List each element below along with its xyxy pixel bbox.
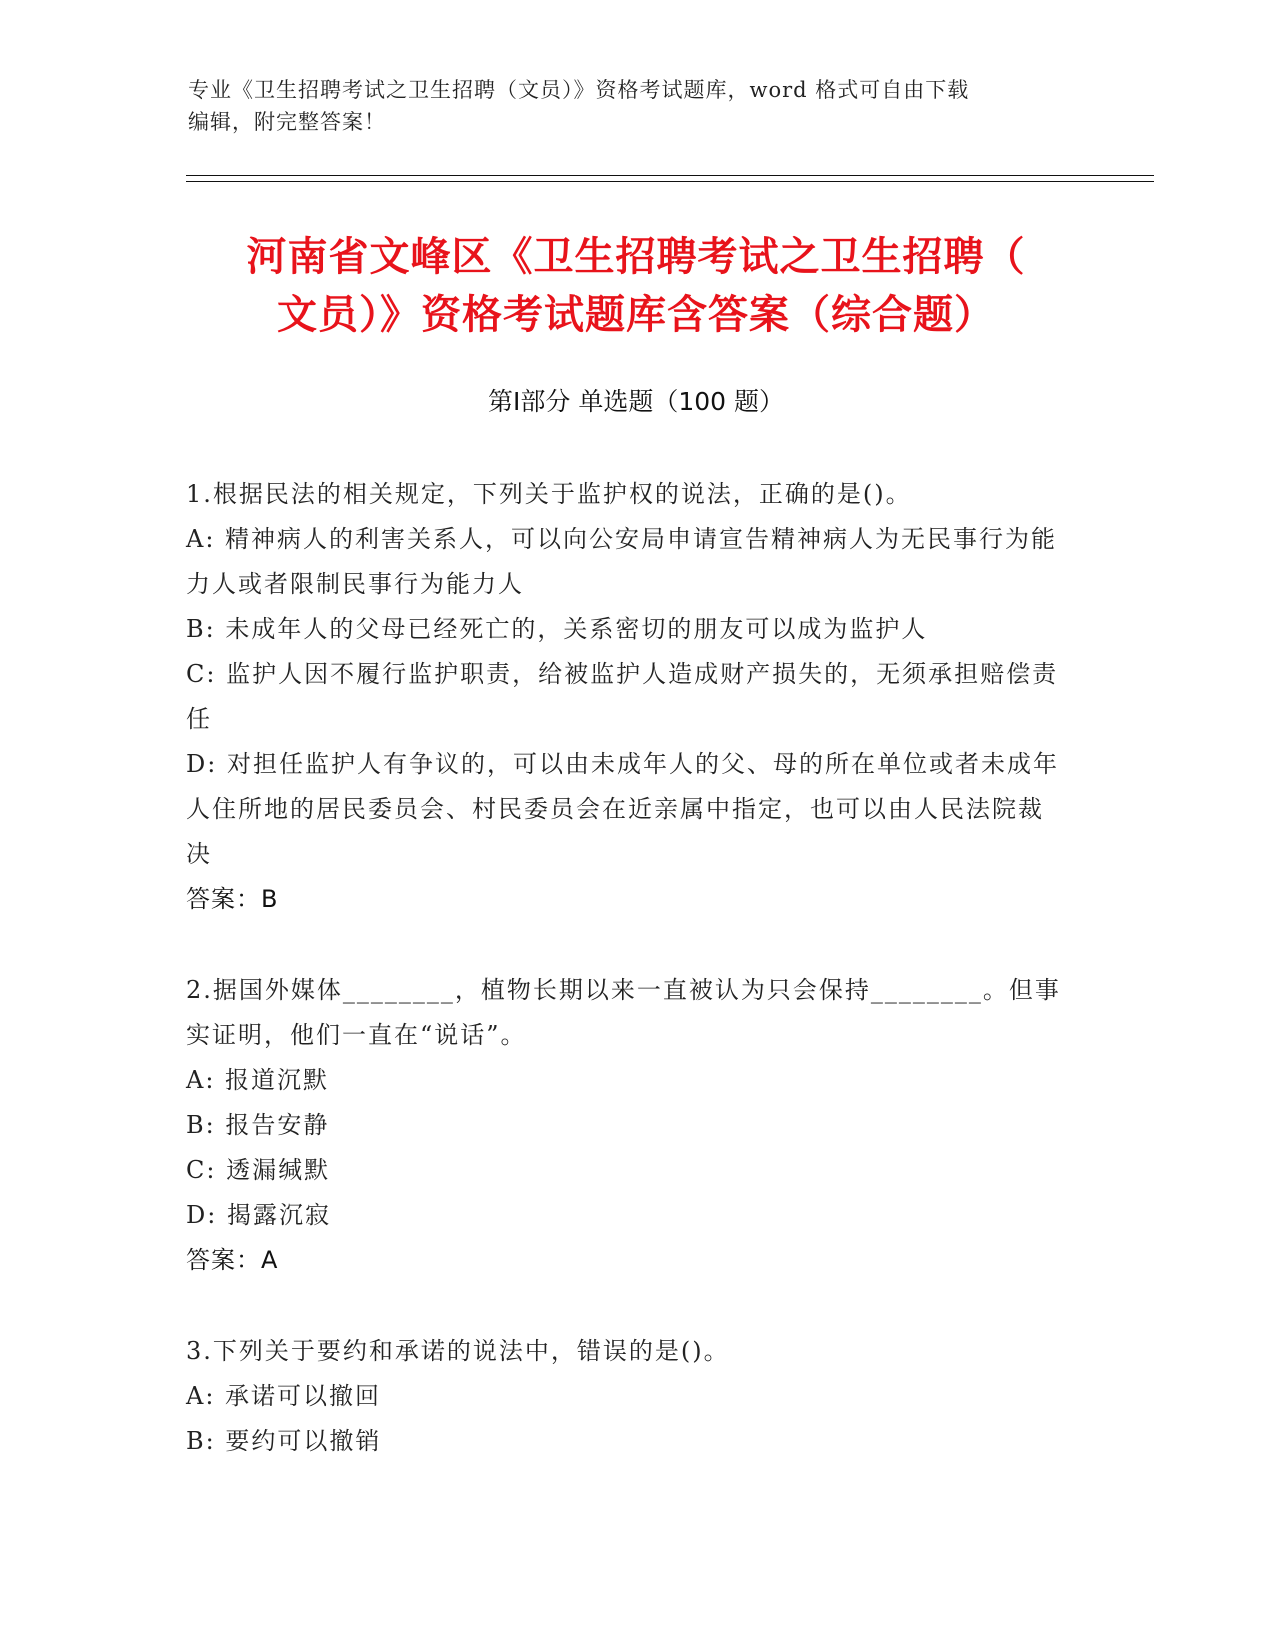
option-c: C: 透漏缄默	[186, 1156, 331, 1184]
answer: 答案：B	[186, 885, 279, 913]
option-b: B: 要约可以撤销	[186, 1427, 382, 1455]
question-text: 1.根据民法的相关规定，下列关于监护权的说法，正确的是()。	[186, 480, 912, 508]
header-line-2: 编辑，附完整答案！	[188, 110, 386, 134]
title-line-2: 文员）》资格考试题库含答案（综合题）	[277, 292, 995, 338]
document-title	[186, 228, 1086, 344]
question-1	[186, 472, 1066, 922]
option-b: B: 报告安静	[186, 1111, 330, 1139]
question-3	[186, 1329, 1066, 1464]
question-text: 2.据国外媒体________，植物长期以来一直被认为只会保持________。但事实证明，他们一直在“说话”。	[186, 976, 1061, 1049]
title-line-1: 河南省文峰区《卫生招聘考试之卫生招聘（	[246, 234, 1026, 280]
option-a: A: 精神病人的利害关系人，可以向公安局申请宣告精神病人为无民事行为能力人或者限制民事行为能力人	[186, 525, 1058, 598]
header-line-1: 专业《卫生招聘考试之卫生招聘（文员）》资格考试题库，word 格式可自由下载	[188, 78, 970, 102]
answer: 答案：A	[186, 1246, 279, 1274]
section-title: 第Ⅰ部分 单选题（100 题）	[488, 387, 784, 416]
option-b: B: 未成年人的父母已经死亡的，关系密切的朋友可以成为监护人	[186, 615, 928, 643]
option-a: A: 报道沉默	[186, 1066, 330, 1094]
question-2	[186, 968, 1066, 1283]
question-list	[186, 472, 1066, 1510]
option-a: A: 承诺可以撤回	[186, 1382, 382, 1410]
option-d: D: 对担任监护人有争议的，可以由未成年人的父、母的所在单位或者未成年人住所地的居民委员会、村民委员会在近亲属中指定，也可以由人民法院裁决	[186, 750, 1059, 868]
header-divider-top	[186, 175, 1154, 176]
question-text: 3.下列关于要约和承诺的说法中，错误的是()。	[186, 1337, 730, 1365]
option-c: C: 监护人因不履行监护职责，给被监护人造成财产损失的，无须承担赔偿责任	[186, 660, 1059, 733]
document-header	[188, 74, 1068, 138]
header-divider-bottom	[186, 181, 1154, 182]
option-d: D: 揭露沉寂	[186, 1201, 331, 1229]
